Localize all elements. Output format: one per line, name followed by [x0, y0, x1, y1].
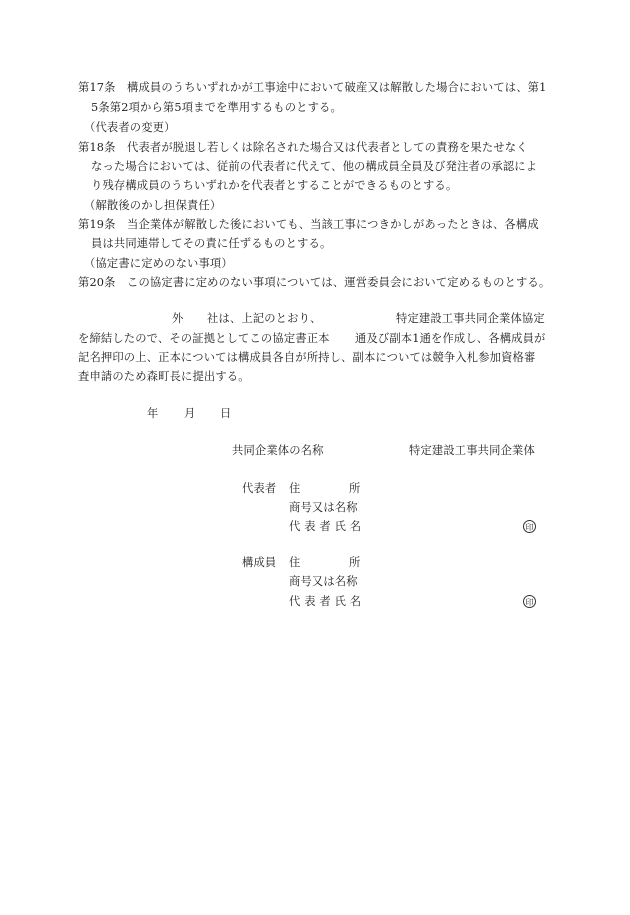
article17-line1: 第17条 構成員のうちいずれかが工事途中において破産又は解散した場合においては、第1 [78, 81, 547, 94]
representative-address-label-a: 住 [289, 482, 301, 495]
jv-name-value: 特定建設工事共同企業体 [409, 444, 535, 457]
article18-line1: 第18条 代表者が脱退し若しくは除名された場合又は代表者としての責務を果たせなく [78, 141, 528, 154]
date-month: 月 [184, 407, 196, 420]
heading-undefined: （協定書に定めのない事項） [84, 257, 233, 270]
representative-company-label: 商号又は名称 [289, 501, 358, 514]
representative-role: 代表者 [242, 482, 277, 495]
closing-line2-a: を締結したので、その証拠としてこの協定書正本 [78, 332, 330, 345]
member-address-label-a: 住 [289, 556, 301, 569]
jv-name-label: 共同企業体の名称 [232, 444, 324, 457]
closing-line1-b: 社は、上記のとおり、 [207, 312, 322, 325]
representative-name-label: 代 表 者 氏 名 [289, 520, 362, 533]
member-name-label: 代 表 者 氏 名 [289, 595, 362, 608]
heading-rep-change: （代表者の変更） [84, 121, 176, 134]
article19-line1: 第19条 当企業体が解散した後においても、当該工事につきかしがあったときは、各構成 [78, 218, 539, 231]
date-day: 日 [220, 407, 232, 420]
closing-line2-b: 通及び副本1通を作成し、各構成員が [355, 332, 546, 345]
member-address-label-b: 所 [349, 556, 361, 569]
heading-defect: （解散後のかし担保責任） [84, 199, 222, 212]
closing-line1-a: 外 [172, 312, 184, 325]
closing-line3: 記名押印の上、正本については構成員各自が所持し、副本については競争入札参加資格審 [78, 351, 536, 364]
article18-line2: なった場合においては、従前の代表者に代えて、他の構成員全員及び発注者の承認によ [91, 160, 538, 173]
article19-line2: 員は共同連帯してその責に任ずるものとする。 [91, 237, 332, 250]
seal-icon: 印 [523, 595, 536, 608]
closing-line1-c: 特定建設工事共同企業体協定 [396, 312, 545, 325]
seal-icon: 印 [523, 520, 536, 533]
member-company-label: 商号又は名称 [289, 575, 358, 588]
representative-address-label-b: 所 [349, 482, 361, 495]
article18-line3: り残存構成員のうちいずれかを代表者とすることができるものとする。 [91, 179, 458, 192]
member-role: 構成員 [242, 556, 277, 569]
article20-line1: 第20条 この協定書に定めのない事項については、運営委員会において定めるものとする。 [78, 276, 551, 289]
article17-line2: 5条第2項から第5項までを準用するものとする。 [91, 101, 342, 114]
date-year: 年 [147, 407, 159, 420]
closing-line4: 査申請のため森町長に提出する。 [78, 370, 250, 383]
